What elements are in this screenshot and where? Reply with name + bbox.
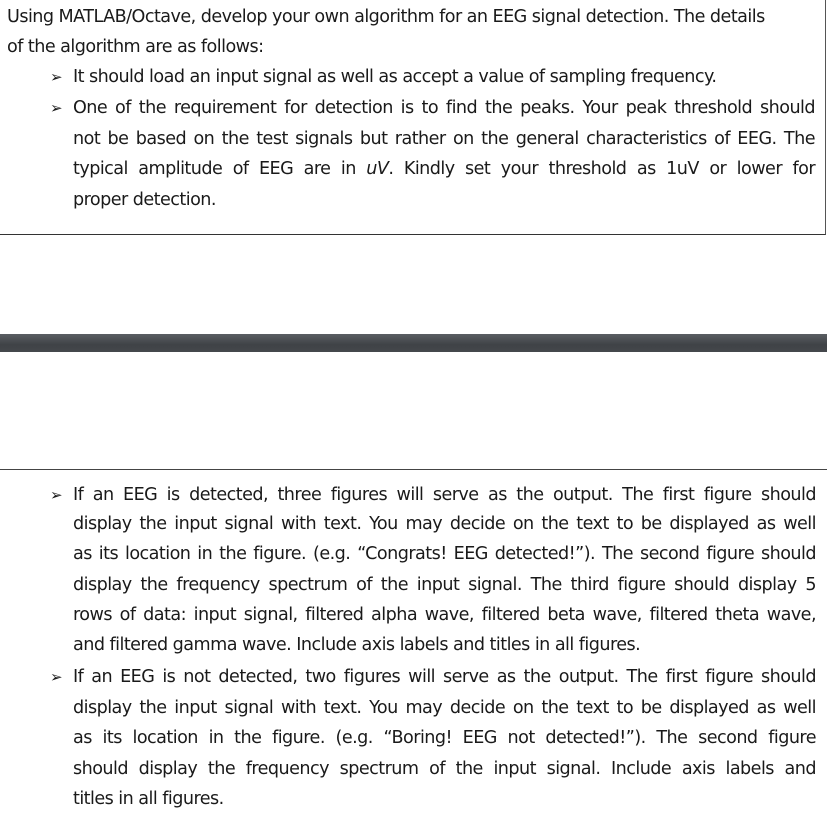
bullet-3-line-2: display the input signal with text. You may decide on the text to be displayed as well: [73, 514, 816, 534]
amplitude-unit: uV: [366, 159, 389, 179]
bullet-4-line-3: as its location in the figure. (e.g. “Boring! EEG not detected!”). The second figure: [73, 728, 816, 748]
bullet-4-line-5: titles in all figures.: [73, 789, 224, 809]
bullet-3-line-6: and filtered gamma wave. Include axis labels and titles in all figures.: [73, 635, 641, 655]
bullet-4-line-2: display the input signal with text. You may decide on the text to be displayed as well: [73, 698, 816, 718]
bullet-2-line-3: [73, 158, 815, 180]
bullet-3-line-3: as its location in the figure. (e.g. “Congrats! EEG detected!”). The second figure should: [73, 544, 816, 564]
separator-line: [0, 469, 827, 470]
intro-line-1: Using MATLAB/Octave, develop your own algorithm for an EEG signal detection. The details: [7, 7, 765, 27]
bullet-2-line-4: proper detection.: [73, 190, 216, 210]
bullet-arrow-icon: ➢: [50, 486, 63, 504]
bullet-3-line-4: display the frequency spectrum of the input signal. The third figure should display 5: [73, 575, 816, 595]
bullet-arrow-icon: ➢: [50, 68, 63, 86]
bullet-3-line-1: If an EEG is detected, three figures will serve as the output. The first figure should: [73, 485, 816, 505]
requirements-box: [0, 0, 826, 235]
page-break-bar: [0, 334, 827, 352]
intro-line-2: of the algorithm are as follows:: [7, 37, 264, 57]
bullet-2-line-3-post: . Kindly set your threshold as 1uV or lower for: [388, 159, 815, 179]
bullet-3-line-5: rows of data: input signal, filtered alpha wave, filtered beta wave, filtered theta wave,: [73, 605, 816, 625]
bullet-2-line-2: not be based on the test signals but rather on the general characteristics of EEG. The: [73, 129, 815, 149]
bullet-1-text: It should load an input signal as well as accept a value of sampling frequency.: [73, 67, 717, 87]
bullet-2-line-3-pre: typical amplitude of EEG are in: [73, 159, 367, 179]
bullet-arrow-icon: ➢: [50, 668, 63, 686]
bullet-4-line-4: should display the frequency spectrum of the input signal. Include axis labels and: [73, 759, 816, 779]
bullet-2-line-1: One of the requirement for detection is to find the peaks. Your peak threshold should: [73, 98, 815, 118]
bullet-arrow-icon: ➢: [50, 99, 63, 117]
bullet-4-line-1: If an EEG is not detected, two figures will serve as the output. The first figure should: [73, 667, 816, 687]
